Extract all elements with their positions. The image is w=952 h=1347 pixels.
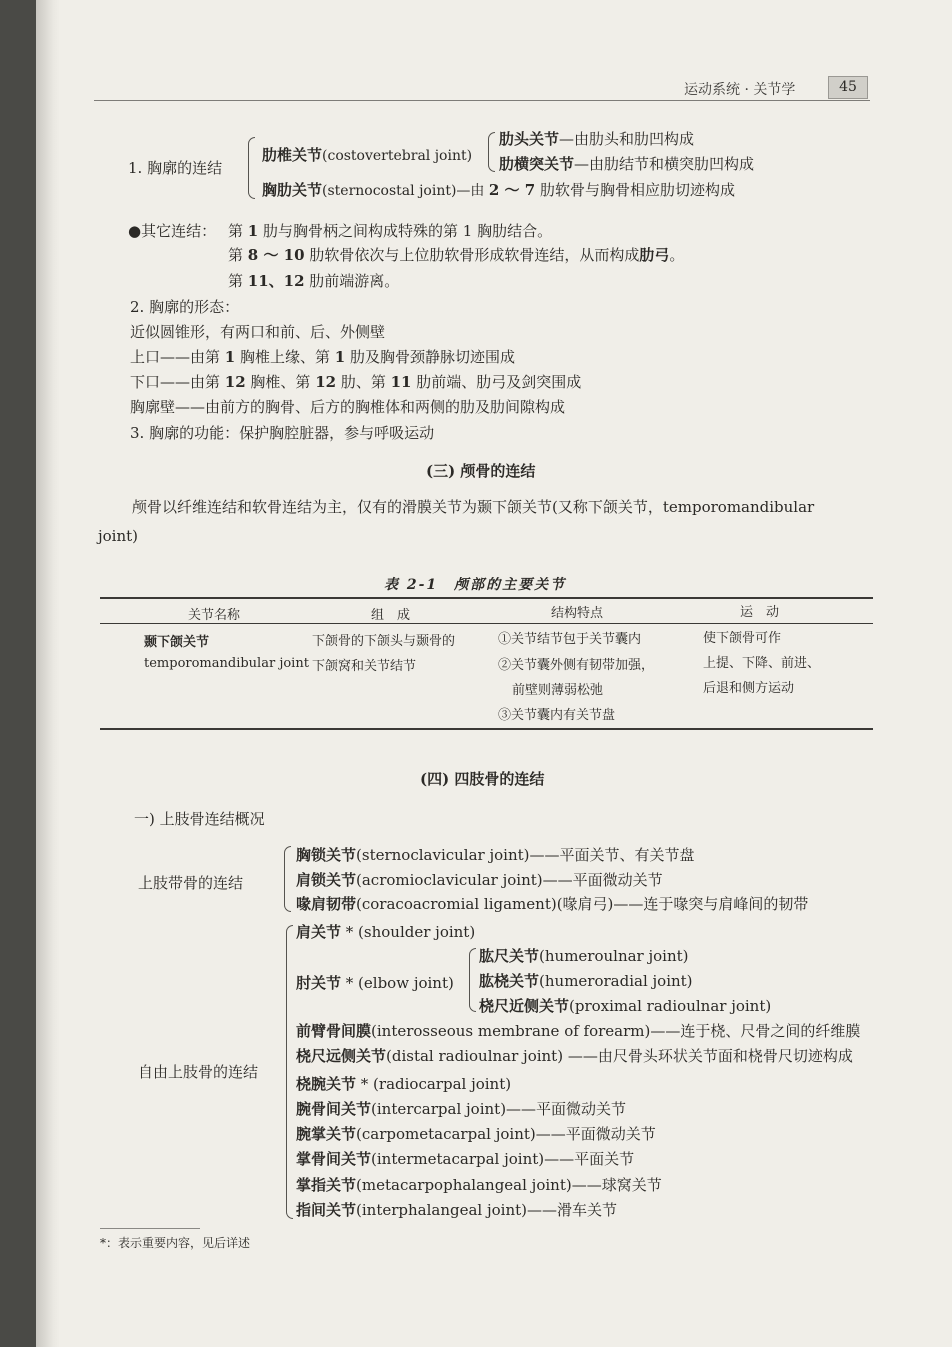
costovertebral-line: 肋椎关节(costovertebral joint) (262, 146, 473, 164)
table-header-name: 关节名称 (188, 608, 241, 623)
table-cell-movement-3: 后退和侧方运动 (703, 681, 795, 696)
free-joint-5: 腕掌关节(carpometacarpal joint)——平面微动关节 (296, 1125, 656, 1143)
table-cell-feature-2: ②关节囊外侧有韧带加强， (498, 658, 655, 673)
table-header-movement: 运 动 (740, 605, 780, 620)
table-cell-composition-1: 下颌骨的下颌头与颞骨的 (312, 634, 456, 649)
table-header-composition: 组 成 (371, 608, 411, 623)
free-limb-brace (286, 925, 293, 1219)
function-line: 3. 胸廓的功能：保护胸腔脏器，参与呼吸运动 (130, 424, 435, 442)
elbow-joint: 肘关节 * (elbow joint) (296, 974, 454, 992)
free-joint-8: 指间关节(interphalangeal joint)——滑车关节 (296, 1201, 618, 1219)
free-limb-label: 自由上肢骨的连结 (138, 1063, 259, 1081)
page-gutter-shadow (36, 0, 60, 1347)
girdle-joint-2: 肩锁关节(acromioclavicular joint)——平面微动关节 (296, 871, 663, 889)
free-joint-3: 桡腕关节 * (radiocarpal joint) (296, 1075, 512, 1093)
header-rule (94, 100, 870, 101)
running-header: 运动系统 · 关节学 (684, 82, 796, 98)
costovertebral-brace (488, 132, 495, 172)
free-joint-6: 掌骨间关节(intermetacarpal joint)——平面关节 (296, 1150, 635, 1168)
page-number: 45 (828, 76, 868, 99)
table-cell-name-cn: 颞下颌关节 (144, 635, 210, 650)
table-bottom-rule (100, 728, 873, 730)
table-cell-movement-1: 使下颌骨可作 (703, 631, 782, 646)
table-top-rule (100, 597, 873, 599)
other-connection-3: 第 11、12 肋前端游离。 (228, 272, 400, 290)
girdle-label: 上肢带骨的连结 (138, 874, 244, 892)
shape-line-2: 上口——由第 1 胸椎上缘、第 1 肋及胸骨颈静脉切迹围成 (130, 348, 515, 366)
girdle-joint-1: 胸锁关节(sternoclavicular joint)——平面关节、有关节盘 (296, 846, 695, 864)
footnote: *：表示重要内容，见后详述 (100, 1236, 251, 1250)
table-cell-name-en: temporomandibular joint (144, 656, 309, 671)
skull-paragraph-line-1: 颅骨以纤维连结和软骨连结为主，仅有的滑膜关节为颞下颌关节(又称下颌关节，temporomandibular (132, 498, 815, 516)
table-cell-feature-1: ①关节结节包于关节囊内 (498, 632, 642, 647)
footnote-rule (100, 1228, 200, 1229)
transverse-joint-line: 肋横突关节—由肋结节和横突肋凹构成 (499, 155, 755, 173)
shape-line-4: 胸廓壁——由前方的胸骨、后方的胸椎体和两侧的肋及肋间隙构成 (130, 398, 566, 416)
shape-heading: 2. 胸廓的形态： (130, 298, 240, 316)
free-joint-4: 腕骨间关节(intercarpal joint)——平面微动关节 (296, 1100, 627, 1118)
shape-line-3: 下口——由第 12 胸椎、第 12 肋、第 11 肋前端、肋弓及剑突围成 (130, 373, 582, 391)
table-header-features: 结构特点 (551, 606, 604, 621)
shoulder-joint: 肩关节 * (shoulder joint) (296, 923, 476, 941)
sternocostal-line: 胸肋关节(sternocostal joint)—由 2 ～ 7 肋软骨与胸骨相应肋切迹构成 (262, 181, 735, 199)
other-connections-label: ●其它连结： (128, 222, 217, 240)
other-connection-1: 第 1 肋与胸骨柄之间构成特殊的第 1 胸肋结合。 (228, 222, 553, 240)
skull-paragraph-line-2: joint) (98, 527, 139, 545)
elbow-part-1: 肱尺关节(humeroulnar joint) (479, 947, 689, 965)
other-connection-2: 第 8 ～ 10 肋软骨依次与上位肋软骨形成软骨连结，从而构成肋弓。 (228, 246, 685, 264)
shape-line-1: 近似圆锥形，有两口和前、后、外侧壁 (130, 323, 386, 341)
table-title: 表 2-1 颅部的主要关节 (384, 577, 567, 593)
elbow-part-2: 肱桡关节(humeroradial joint) (479, 972, 693, 990)
table-cell-movement-2: 上提、下降、前进、 (703, 656, 821, 671)
head-joint-line: 肋头关节—由肋头和肋凹构成 (499, 130, 695, 148)
thorax-heading: 1. 胸廓的连结 (128, 159, 223, 177)
limbs-section-title: (四) 四肢骨的连结 (420, 770, 545, 788)
free-joint-7: 掌指关节(metacarpophalangeal joint)——球窝关节 (296, 1176, 662, 1194)
thorax-brace (248, 137, 255, 199)
table-cell-composition-2: 下颌窝和关节结节 (312, 659, 417, 674)
skull-section-title: (三) 颅骨的连结 (426, 462, 536, 480)
free-joint-2: 桡尺远侧关节(distal radioulnar joint) ——由尺骨头环状关节面和桡骨尺切迹构成 (296, 1047, 853, 1065)
upper-limb-subhead: 一) 上肢骨连结概况 (134, 810, 265, 828)
elbow-brace (469, 948, 476, 1012)
table-cell-feature-3: 前壁则薄弱松弛 (512, 683, 604, 698)
free-joint-1: 前臂骨间膜(interosseous membrane of forearm)——连于桡、尺骨之间的纤维膜 (296, 1022, 861, 1040)
table-header-rule (100, 623, 873, 624)
girdle-brace (284, 846, 291, 912)
girdle-joint-3: 喙肩韧带(coracoacromial ligament)(喙肩弓)——连于喙突与肩峰间的韧带 (296, 895, 809, 913)
table-cell-feature-4: ③关节囊内有关节盘 (498, 708, 616, 723)
elbow-part-3: 桡尺近侧关节(proximal radioulnar joint) (479, 997, 772, 1015)
book-page (36, 0, 952, 1347)
